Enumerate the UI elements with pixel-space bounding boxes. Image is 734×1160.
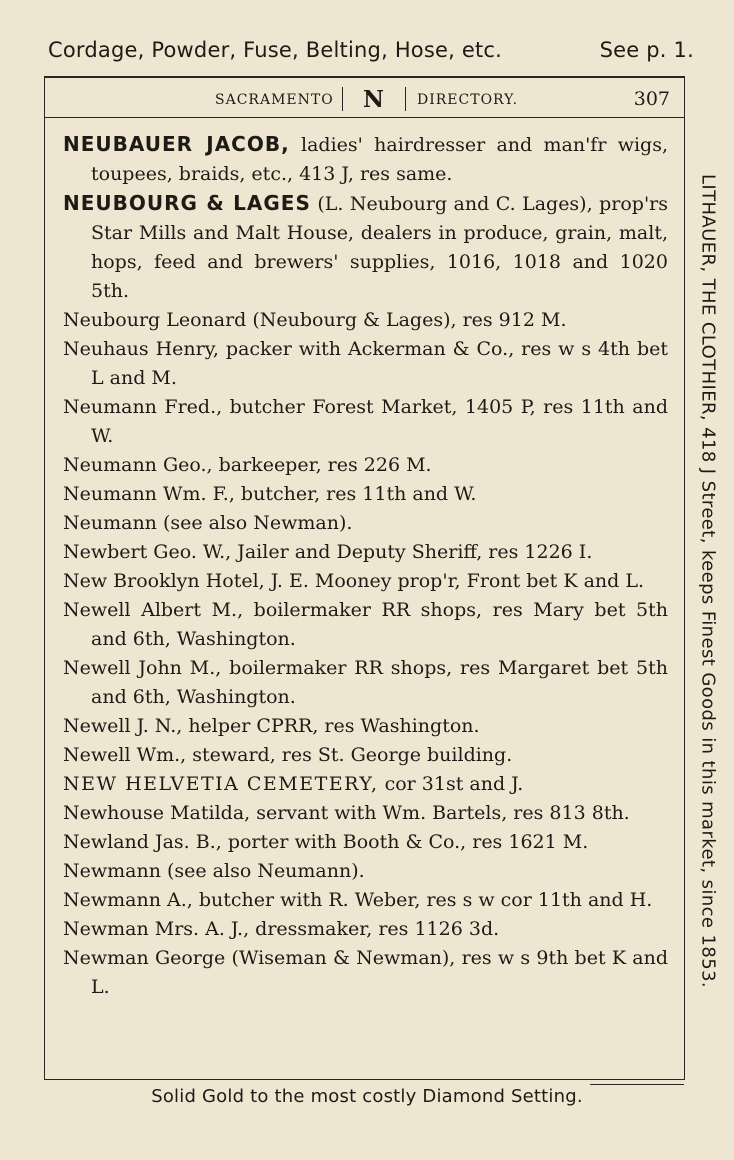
directory-entry — [63, 480, 668, 509]
directory-entry — [63, 857, 668, 886]
directory-entry — [63, 130, 668, 189]
directory-entry — [63, 886, 668, 915]
directory-entry — [63, 944, 668, 1002]
entry-text: Newland Jas. B., porter with Booth & Co., res 1621 M. — [63, 831, 589, 853]
header-section-letter: N — [342, 87, 406, 111]
entry-business-name: NEUBAUER JACOB, — [63, 132, 290, 156]
bottom-rule — [590, 1084, 684, 1085]
directory-entry — [63, 393, 668, 451]
directory-entry — [63, 712, 668, 741]
side-advertisement — [696, 173, 720, 989]
directory-entry — [63, 509, 668, 538]
entry-text: Newman George (Wiseman & Newman), res w s 9th bet K and L. — [63, 947, 668, 998]
side-ad-text: LITHAUER, THE CLOTHIER, 418 J Street, keeps Finest Goods in this market, since 1853. — [697, 173, 719, 989]
running-header — [45, 87, 684, 115]
directory-entries — [63, 130, 668, 1002]
entry-text: Newman Mrs. A. J., dressmaker, res 1126 3d. — [63, 918, 500, 940]
directory-entry — [63, 828, 668, 857]
header-rule — [45, 117, 684, 118]
entry-text: Newbert Geo. W., Jailer and Deputy Sheriff, res 1226 I. — [63, 541, 593, 563]
entry-text: New Brooklyn Hotel, J. E. Mooney prop'r, Front bet K and L. — [63, 570, 644, 592]
entry-text: Newmann A., butcher with R. Weber, res s w cor 11th and H. — [63, 889, 653, 911]
entry-text: Newmann (see also Neumann). — [63, 860, 365, 882]
entry-business-name: NEUBOURG & LAGES — [63, 191, 311, 215]
frame-top-rule — [45, 77, 684, 78]
directory-entry — [63, 596, 668, 654]
directory-entry — [63, 741, 668, 770]
entry-text: Neumann Geo., barkeeper, res 226 M. — [63, 454, 432, 476]
directory-entry — [63, 770, 668, 799]
entry-text: cor 31st and J. — [384, 773, 524, 795]
entry-text: Newell Albert M., boilermaker RR shops, res Mary bet 5th and 6th, Washington. — [63, 599, 668, 650]
directory-entry — [63, 654, 668, 712]
entry-text: (L. Neubourg and C. Lages), prop'rs Star Mills and Malt House, dealers in produce, grain, malt, hops, feed and brewers' supplies, 1016, 1018 and 1020 5th. — [91, 193, 669, 302]
directory-entry — [63, 335, 668, 393]
directory-entry — [63, 799, 668, 828]
top-advertisement — [48, 38, 694, 62]
bottom-advertisement: Solid Gold to the most costly Diamond Setting. — [151, 1086, 583, 1107]
entry-text: Newell John M., boilermaker RR shops, res Margaret bet 5th and 6th, Washington. — [63, 657, 668, 708]
entry-caps-name: NEW HELVETIA CEMETERY, — [63, 773, 379, 795]
entry-text: ladies' hairdresser and man'fr wigs, toupees, braids, etc., 413 J, res same. — [91, 134, 668, 185]
directory-entry — [63, 567, 668, 596]
directory-entry — [63, 915, 668, 944]
directory-entry — [63, 538, 668, 567]
directory-entry — [63, 306, 668, 335]
top-ad-page-reference: See p. 1. — [599, 38, 694, 62]
entry-text: Newell J. N., helper CPRR, res Washington. — [63, 715, 480, 737]
entry-text: Neumann Fred., butcher Forest Market, 1405 P, res 11th and W. — [63, 396, 668, 447]
entry-text: Newell Wm., steward, res St. George building. — [63, 744, 513, 766]
header-city: SACRAMENTO — [215, 92, 334, 108]
entry-text: Neumann (see also Newman). — [63, 512, 353, 534]
page-frame — [44, 76, 685, 1080]
page-number: 307 — [633, 88, 670, 110]
directory-entry — [63, 451, 668, 480]
entry-text: Newhouse Matilda, servant with Wm. Bartels, res 813 8th. — [63, 802, 630, 824]
entry-text: Neuhaus Henry, packer with Ackerman & Co., res w s 4th bet L and M. — [63, 338, 668, 389]
directory-entry — [63, 189, 668, 306]
entry-text: Neumann Wm. F., butcher, res 11th and W. — [63, 483, 477, 505]
header-directory: DIRECTORY. — [417, 92, 519, 108]
entry-text: Neubourg Leonard (Neubourg & Lages), res 912 M. — [63, 309, 567, 331]
top-ad-text: Cordage, Powder, Fuse, Belting, Hose, etc. — [48, 38, 503, 62]
